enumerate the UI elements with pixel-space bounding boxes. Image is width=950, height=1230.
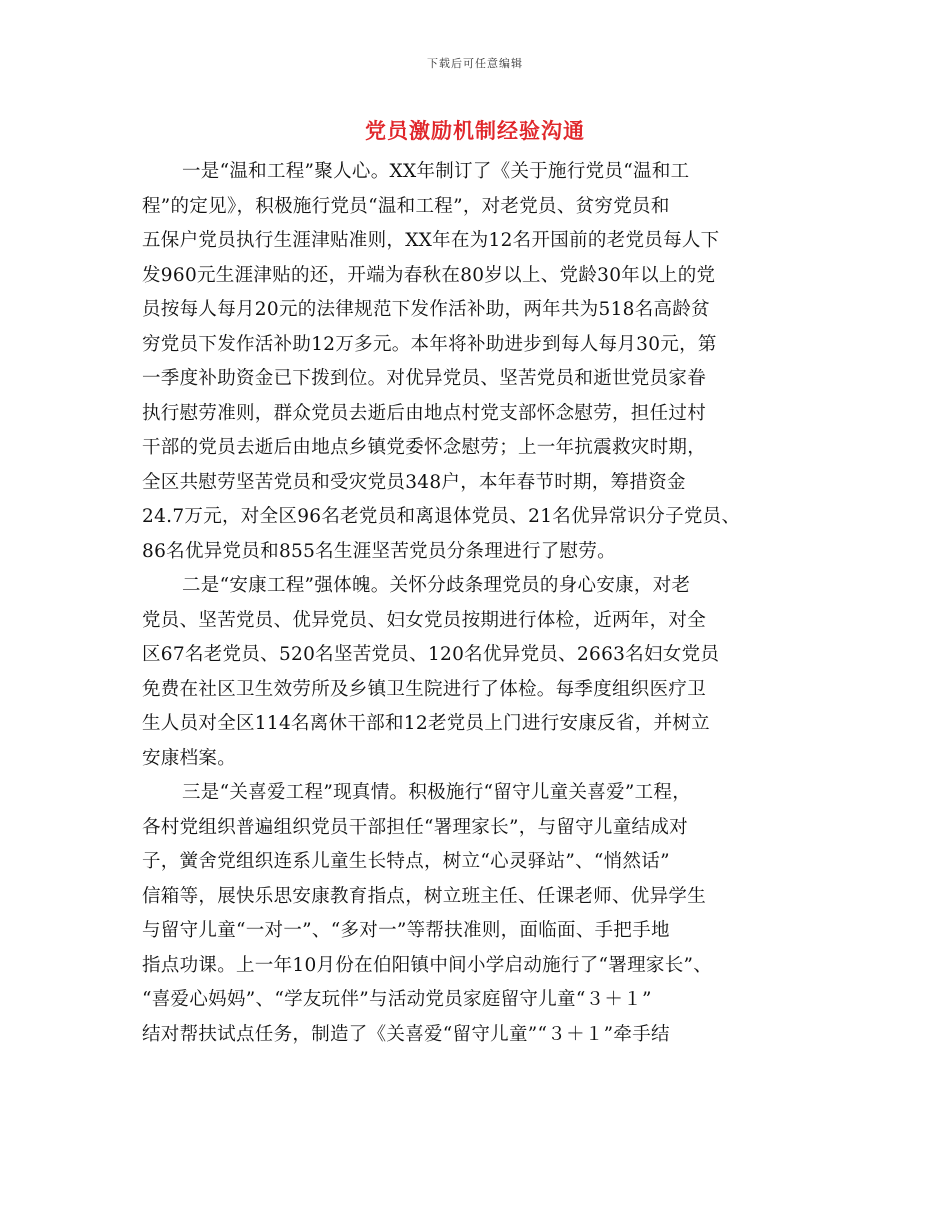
paragraph-line: 党员、坚苦党员、优异党员、妇女党员按期进行体检，近两年，对全: [142, 609, 707, 631]
page-header-note: 下载后可任意编辑: [427, 57, 523, 70]
paragraph-line: 指点功课。上一年10月份在伯阳镇中间小学启动施行了“署理家长”、: [142, 954, 713, 976]
paragraph-line: 员按每人每月20元的法律规范下发作活补助，两年共为518名高龄贫: [142, 299, 710, 320]
paragraph-line: 24.7万元，对全区96名老党员和离退体党员、21名优异常识分子党员、: [142, 506, 741, 527]
document-title: 党员激励机制经验沟通: [365, 118, 585, 143]
paragraph-line: 一季度补助资金已下拨到位。对优异党员、坚苦党员和逝世党员家眷: [142, 368, 707, 389]
paragraph-line: 免费在社区卫生效劳所及乡镇卫生院进行了体检。每季度组织医疗卫: [142, 678, 707, 700]
paragraph-line: 穷党员下发作活补助12万多元。本年将补助进步到每人每月30元，第: [142, 333, 717, 355]
paragraph-line: 发960元生涯津贴的还，开端为春秋在80岁以上、党龄30年以上的党: [142, 264, 716, 286]
paragraph-line: 执行慰劳准则，群众党员去逝后由地点村党支部怀念慰劳，担任过村: [142, 402, 707, 424]
paragraph-line: 五保户党员执行生涯津贴准则，XX年在为12名开国前的老党员每人下: [142, 230, 720, 251]
paragraph-line: 三是“关喜爱工程”现真情。积极施行“留守儿童关喜爱”工程，: [182, 782, 692, 803]
paragraph-line: 二是“安康工程”强体魄。关怀分歧条理党员的身心安康，对老: [182, 575, 691, 596]
paragraph-line: 各村党组织普遍组织党员干部担任“署理家长”，与留守儿童结成对: [142, 816, 688, 838]
document-body: [142, 155, 832, 1052]
paragraph-line: 子，黉舍党组织连系儿童生长特点，树立“心灵驿站”、“悄然话”: [142, 851, 670, 872]
paragraph-care-project: [142, 776, 832, 1052]
paragraph-line: 安康档案。: [142, 747, 237, 769]
paragraph-line: 信箱等，展快乐思安康教育指点，树立班主任、任课老师、优异学生: [142, 885, 707, 907]
paragraph-line: “喜爱心妈妈”、“学友玩伴”与活动党员家庭留守儿童“３＋１”: [142, 989, 652, 1010]
paragraph-line: 一是“温和工程”聚人心。XX年制订了《关于施行党员“温和工: [182, 161, 690, 182]
paragraph-health-project: [142, 569, 832, 776]
paragraph-line: 程”的定见》，积极施行党员“温和工程”，对老党员、贫穷党员和: [142, 195, 670, 217]
paragraph-line: 86名优异党员和855名生涯坚苦党员分条理进行了慰劳。: [142, 540, 616, 562]
paragraph-line: 干部的党员去逝后由地点乡镇党委怀念慰劳；上一年抗震救灾时期，: [142, 437, 707, 458]
paragraph-warmth-project: [142, 155, 832, 569]
paragraph-line: 区67名老党员、520名坚苦党员、120名优异党员、2663名妇女党员: [142, 644, 720, 665]
paragraph-line: 与留守儿童“一对一”、“多对一”等帮扶准则，面临面、手把手地: [142, 920, 670, 941]
paragraph-line: 全区共慰劳坚苦党员和受灾党员348户，本年春节时期，筹措资金: [142, 471, 686, 493]
paragraph-line: 生人员对全区114名离休干部和12老党员上门进行安康反省，并树立: [142, 713, 710, 734]
paragraph-line: 结对帮扶试点任务，制造了《关喜爱“留守儿童”“３＋１”牵手结: [142, 1023, 670, 1045]
